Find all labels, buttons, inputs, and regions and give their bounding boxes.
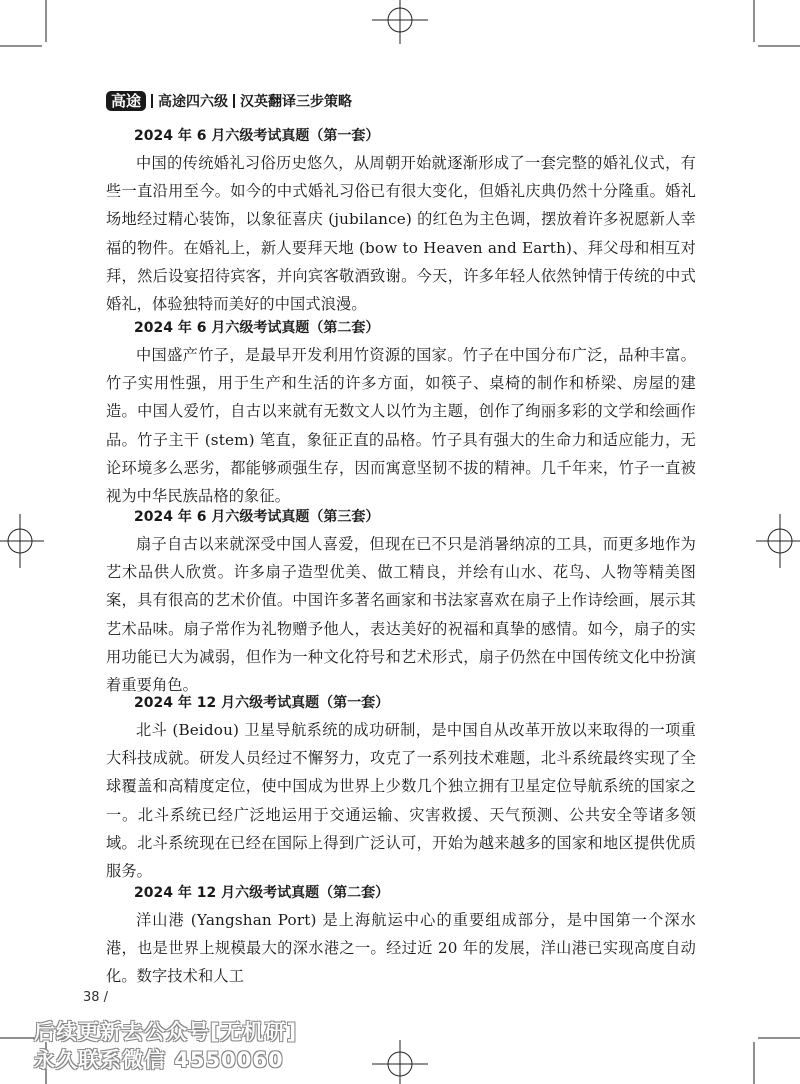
section-title: 2024 年 6 月六级考试真题（第二套） (134, 320, 380, 336)
watermark-line-1: 后续更新去公众号[无机研] (34, 1020, 298, 1044)
section-title: 2024 年 6 月六级考试真题（第三套） (134, 509, 380, 525)
section-title: 2024 年 12 月六级考试真题（第一套） (134, 695, 390, 711)
header-series: 高途四六级 (158, 94, 229, 110)
section-paragraph: 中国盛产竹子，是最早开发利用竹资源的国家。竹子在中国分布广泛，品种丰富。竹子实用性强，用于生产和生活的许多方面，如筷子、桌椅的制作和桥梁、房屋的建造。中国人爱竹，自古以来就有无数文人以竹为主题，创作了绚丽多彩的文学和绘画作品。竹子主干 (stem) 笔直，象征正直的品格。竹子具有强大的生命力和适应能力，无论环境多么恶劣，都能够顽强生存，因而寓意坚韧不拔的精神。几千年来，竹子一直被视为中华民族品格的象征。 (106, 346, 696, 506)
header-divider (151, 94, 153, 108)
brand-logo: 高途 (106, 91, 146, 111)
section-paragraph: 中国的传统婚礼习俗历史悠久，从周朝开始就逐渐形成了一套完整的婚礼仪式，有些一直沿用至今。如今的中式婚礼习俗已有很大变化，但婚礼庆典仍然十分隆重。婚礼场地经过精心装饰，以象征喜庆 (jubilance) 的红色为主色调，摆放着许多祝愿新人幸福的物件。在婚礼上，新人要拜天地 (bow to Heaven and Earth)、拜父母和相互对拜，然后设宴招待宾客，并向宾客敬酒致谢。今天，许多年轻人依然钟情于传统的中式婚礼，体验独特而美好的中国式浪漫。 (106, 154, 696, 314)
exam-section (106, 880, 696, 991)
header-subtitle: 汉英翻译三步策略 (240, 94, 353, 110)
section-title: 2024 年 6 月六级考试真题（第一套） (134, 128, 380, 144)
exam-section (106, 315, 696, 510)
section-paragraph: 洋山港 (Yangshan Port) 是上海航运中心的重要组成部分，是中国第一个深水港，也是世界上规模最大的深水港之一。经过近 20 年的发展，洋山港已实现高度自动化。数字技术和人工 (106, 911, 696, 986)
section-paragraph: 扇子自古以来就深受中国人喜爱，但现在已不只是消暑纳凉的工具，而更多地作为艺术品供人欣赏。许多扇子造型优美、做工精良，并绘有山水、花鸟、人物等精美图案，具有很高的艺术价值。中国许多著名画家和书法家喜欢在扇子上作诗绘画，展示其艺术品味。扇子常作为礼物赠予他人，表达美好的祝福和真挚的感情。如今，扇子的实用功能已大为减弱，但作为一种文化符号和艺术形式，扇子仍然在中国传统文化中扮演着重要角色。 (106, 535, 696, 695)
watermark-line-2: 永久联系微信 4550060 (34, 1048, 284, 1072)
exam-section (106, 504, 696, 699)
section-paragraph: 北斗 (Beidou) 卫星导航系统的成功研制，是中国自从改革开放以来取得的一项重大科技成就。研发人员经过不懈努力，攻克了一系列技术难题，北斗系统最终实现了全球覆盖和高精度定位，使中国成为世界上少数几个独立拥有卫星定位导航系统的国家之一。北斗系统已经广泛地运用于交通运输、灾害救援、天气预测、公共安全等诸多领域。北斗系统现在已经在国际上得到广泛认可，开始为越来越多的国家和地区提供优质服务。 (106, 721, 696, 881)
exam-section (106, 123, 696, 318)
header-divider (233, 94, 235, 108)
exam-section (106, 690, 696, 885)
section-title: 2024 年 12 月六级考试真题（第二套） (134, 885, 390, 901)
running-header (106, 90, 352, 112)
page-number: 38 / (83, 990, 109, 1005)
